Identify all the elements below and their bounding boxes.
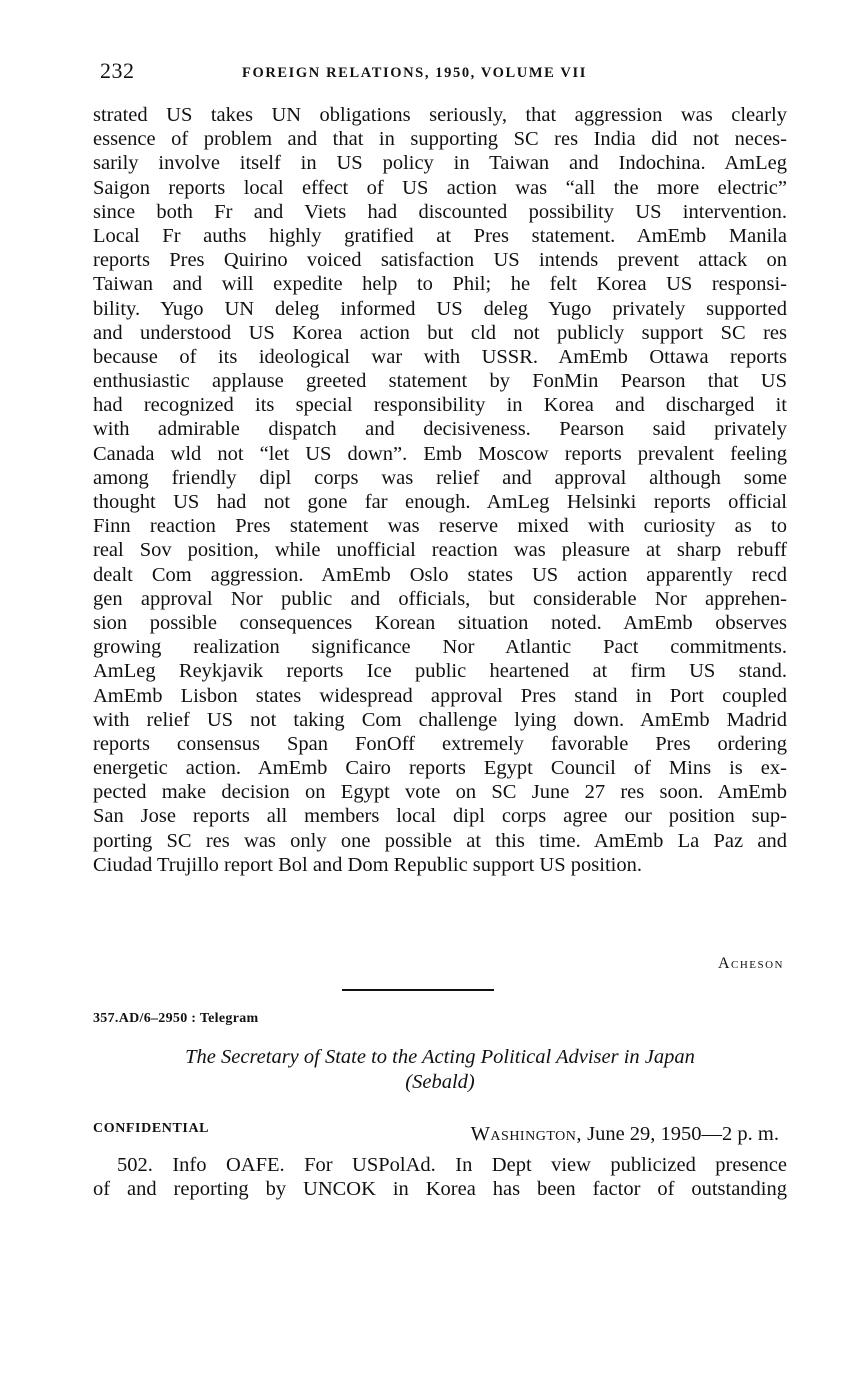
document-title bbox=[93, 1045, 787, 1095]
telegram-line: of and reporting by UNCOK in Korea has been factor of outstanding bbox=[93, 1178, 787, 1201]
signature: Acheson bbox=[717, 955, 784, 972]
body-line: AmEmb Lisbon states widespread approval Pres stand in Port coupled bbox=[93, 684, 787, 707]
body-line: sarily involve itself in US policy in Taiwan and Indochina. AmLeg bbox=[93, 152, 787, 175]
classification-label: CONFIDENTIAL bbox=[93, 1121, 210, 1136]
body-line: bility. Yugo UN deleg informed US deleg Yugo privately supported bbox=[93, 297, 787, 320]
body-line: San Jose reports all members local dipl corps agree our position sup- bbox=[93, 805, 787, 828]
page-number: 232 bbox=[100, 58, 135, 83]
body-line: essence of problem and that in supporting SC res India did not neces- bbox=[93, 128, 787, 151]
body-line: gen approval Nor public and officials, but considerable Nor apprehen- bbox=[93, 587, 787, 610]
body-line: because of its ideological war with USSR. AmEmb Ottawa reports bbox=[93, 345, 787, 368]
body-line: growing realization significance Nor Atlantic Pact commitments. bbox=[93, 636, 787, 659]
section-divider bbox=[342, 989, 494, 991]
body-line: with relief US not taking Com challenge lying down. AmEmb Madrid bbox=[93, 708, 787, 731]
body-line: energetic action. AmEmb Cairo reports Egypt Council of Mins is ex- bbox=[93, 757, 787, 780]
body-line: and understood US Korea action but cld not publicly support SC res bbox=[93, 321, 787, 344]
body-line: Ciudad Trujillo report Bol and Dom Republic support US position. bbox=[93, 853, 642, 876]
body-line: thought US had not gone far enough. AmLeg Helsinki reports official bbox=[93, 491, 787, 513]
body-text bbox=[93, 103, 787, 877]
dateline-place: Washington, bbox=[470, 1123, 582, 1145]
document-title-line: (Sebald) bbox=[405, 1071, 475, 1093]
body-line: reports consensus Span FonOff extremely favorable Pres ordering bbox=[93, 732, 787, 755]
body-line: strated US takes UN obligations seriously, that aggression was clearly bbox=[93, 104, 787, 126]
body-line: reports Pres Quirino voiced satisfaction US intends prevent attack on bbox=[93, 249, 787, 272]
document-title-line: The Secretary of State to the Acting Political Adviser in Japan bbox=[185, 1046, 695, 1068]
body-line: dealt Com aggression. AmEmb Oslo states US action apparently recd bbox=[93, 563, 787, 586]
body-line: pected make decision on Egypt vote on SC June 27 res soon. AmEmb bbox=[93, 781, 787, 804]
body-line: since both Fr and Viets had discounted possibility US intervention. bbox=[93, 200, 787, 223]
dateline bbox=[471, 1123, 779, 1146]
body-line: Taiwan and will expedite help to Phil; he felt Korea US responsi- bbox=[93, 273, 787, 296]
file-reference: 357.AD/6–2950 : Telegram bbox=[93, 1011, 259, 1026]
body-line: AmLeg Reykjavik reports Ice public heartened at firm US stand. bbox=[93, 660, 787, 683]
body-line: porting SC res was only one possible at this time. AmEmb La Paz and bbox=[93, 829, 787, 852]
dateline-date: June 29, 1950—2 p. m. bbox=[581, 1123, 779, 1145]
body-line: Finn reaction Pres statement was reserve mixed with curiosity as to bbox=[93, 515, 787, 538]
body-line: Canada wld not “let US down”. Emb Moscow reports prevalent feeling bbox=[93, 442, 787, 465]
body-line: with admirable dispatch and decisiveness. Pearson said privately bbox=[93, 418, 787, 441]
body-line: sion possible consequences Korean situation noted. AmEmb observes bbox=[93, 611, 787, 634]
telegram-line: 502. Info OAFE. For USPolAd. In Dept view publicized presence bbox=[117, 1154, 787, 1176]
body-line: had recognized its special responsibility in Korea and discharged it bbox=[93, 394, 787, 417]
running-title: FOREIGN RELATIONS, 1950, VOLUME VII bbox=[242, 65, 587, 81]
body-line: among friendly dipl corps was relief and approval although some bbox=[93, 466, 787, 489]
body-line: Saigon reports local effect of US action was “all the more electric” bbox=[93, 176, 787, 199]
telegram-text bbox=[93, 1153, 787, 1201]
body-line: real Sov position, while unofficial reaction was pleasure at sharp rebuff bbox=[93, 539, 787, 562]
body-line: Local Fr auths highly gratified at Pres statement. AmEmb Manila bbox=[93, 224, 787, 247]
body-line: enthusiastic applause greeted statement by FonMin Pearson that US bbox=[93, 370, 787, 393]
